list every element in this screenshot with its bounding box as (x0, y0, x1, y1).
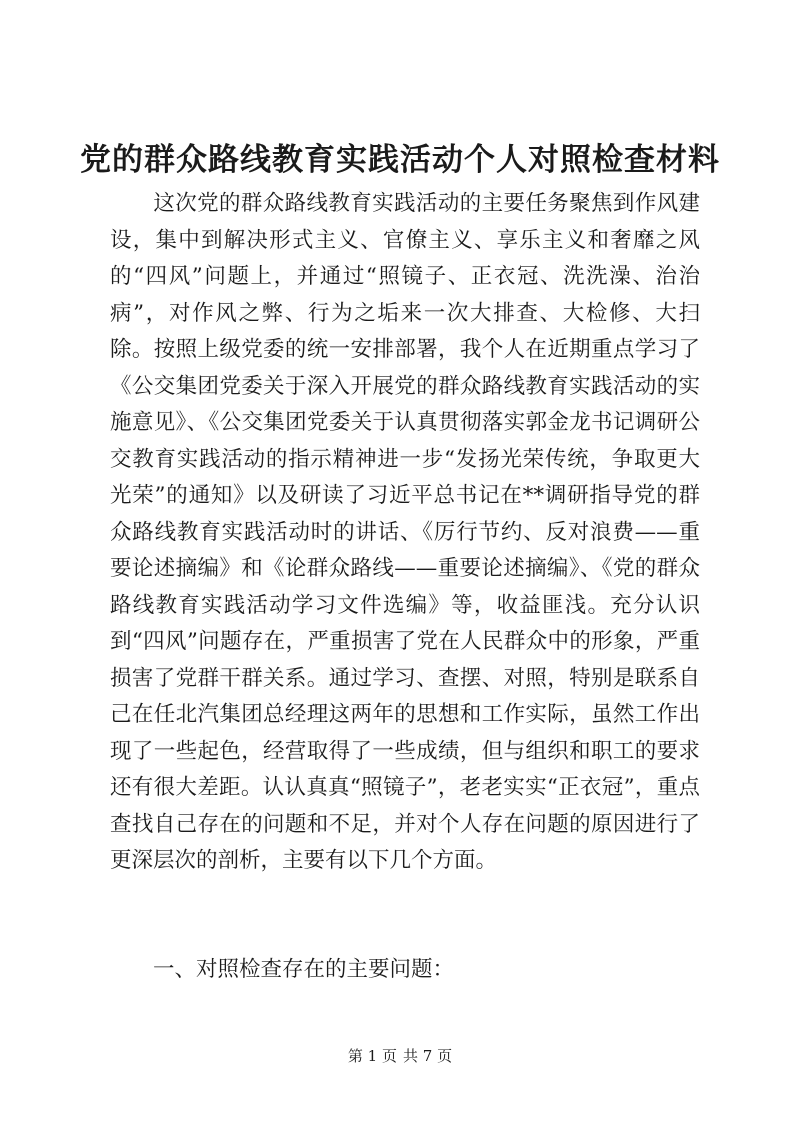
page-total: 共 7 页 (403, 1047, 453, 1065)
body-paragraph (110, 186, 700, 880)
document-title: 党的群众路线教育实践活动个人对照检查材料 (80, 142, 720, 178)
paragraph-text: 这次党的群众路线教育实践活动的主要任务聚焦到作风建设，集中到解决形式主义、官僚主义、享乐主义和奢靡之风的“四风”问题上，并通过“照镜子、正衣冠、洗洗澡、治治病”，对作风之弊、行为之垢来一次大排查、大检修、大扫除。按照上级党委的统一安排部署，我个人在近期重点学习了《公交集团党委关于深入开展党的群众路线教育实践活动的实施意见》、《公交集团党委关于认真贯彻落实郭金龙书记调研公交教育实践活动的指示精神进一步“发扬光荣传统，争取更大光荣”的通知》以及研读了习近平总书记在**调研指导党的群众路线教育实践活动时的讲话、《厉行节约、反对浪费——重要论述摘编》和《论群众路线——重要论述摘编》、《党的群众路线教育实践活动学习文件选编》等，收益匪浅。充分认识到“四风”问题存在，严重损害了党在人民群众中的形象，严重损害了党群干群关系。通过学习、查摆、对照，特别是联系自己在任北汽集团总经理这两年的思想和工作实际，虽然工作出现了一些起色，经营取得了一些成绩，但与组织和职工的要求还有很大差距。认认真真“照镜子”，老老实实“正衣冠”，重点查找自己存在的问题和不足，并对个人存在问题的原因进行了更深层次的剖析，主要有以下几个方面。 (110, 191, 700, 873)
section-heading: 一、对照检查存在的主要问题： (153, 957, 455, 982)
page-footer (0, 1046, 800, 1066)
page-number: 第 1 页 (347, 1047, 397, 1065)
